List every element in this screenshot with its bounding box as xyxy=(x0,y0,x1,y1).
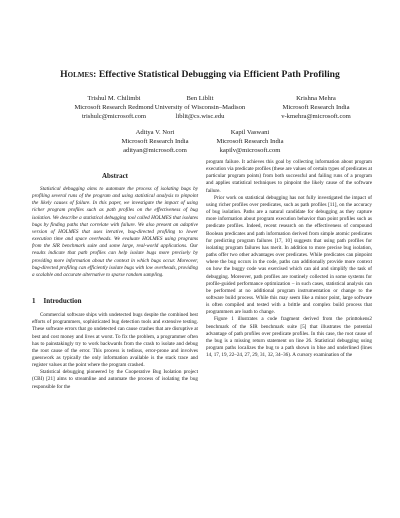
author-block xyxy=(100,129,210,155)
section-title: Introduction xyxy=(43,297,82,306)
body-paragraph: program failure. It achieves this goal by collecting information about program execution via predicate profiles (these are values of certain types of predicates at particular program points) from both successful and failing runs of a program and applies statistical techniques to pinpoint the likely cause of the software failure. xyxy=(206,159,372,194)
section-number: 1 xyxy=(32,297,36,306)
author-affiliation: Microsoft Research India xyxy=(216,137,284,145)
author-name: Ben Liblit xyxy=(186,95,214,102)
left-column xyxy=(32,172,198,391)
paper-title xyxy=(0,69,400,80)
title-tool-name: Holmes xyxy=(60,69,94,80)
author-block xyxy=(256,95,376,121)
author-email: v-kmehra@microsoft.com xyxy=(281,112,351,120)
right-column xyxy=(206,159,372,359)
author-name: Aditya V. Nori xyxy=(135,129,175,136)
section-heading xyxy=(32,297,198,305)
abstract-heading: Abstract xyxy=(101,172,129,180)
author-email: liblit@cs.wisc.edu xyxy=(175,112,225,120)
intro-paragraph: Statistical debugging pioneered by the Cooperative Bug Isolation project (CBI) [21] aims to streamline and automate the process of isolating the bug responsible for the xyxy=(32,369,198,390)
body-paragraph: Prior work on statistical debugging has not fully investigated the impact of using richer profiles over predicates, such as path profiles [11], on the accuracy of bug isolation. Paths are a natural candidate for debugging as they capture more information about program execution behavior than point profiles such as predicate profiles. Indeed, recent research on the effectiveness of compound Boolean predicates and path information derived from simple atomic predicates for predicting program failures [17, 10] suggests that using path profiles for isolating program failures has merit. In addition to more precise bug isolation, paths offer two other advantages over predicates. While predicates can pinpoint where the bug occurs in the code, paths can additionally provide more context on how the buggy code was exercised which can aid and simplify the task of debugging. Moreover, path profiles are routinely collected in some systems for profile-guided performance optimization – in such cases, statistical analysis can be performed at no additional program instrumentation or change to the software build process. While this may seem like a minor point, large software is often compiled and tested with a brittle and complex build process that programmers are loath to change. xyxy=(206,194,372,316)
abstract-text: Statistical debugging aims to automate the process of isolating bugs by profiling several runs of the program and using statistical analysis to pinpoint the likely causes of failure. In this paper, we investigate the impact of using richer program profiles such as path profiles on the effectiveness of bug isolation. We describe a statistical debugging tool called HOLMES that isolates bugs by finding paths that correlate with failure. We also present an adaptive version of HOLMES that uses iterative, bug-directed profiling to lower execution time and space overheads. We evaluate HOLMES using programs from the SIR benchmark suite and some large, real-world applications. Our results indicate that path profiles can help isolate bugs more precisely by providing more information about the context in which bugs occur. Moreover, bug-directed profiling can efficiently isolate bugs with low overheads, providing a scalable and accurate alternative to sparse random sampling. xyxy=(32,186,198,278)
author-name: Krishna Mehra xyxy=(296,95,336,102)
author-affiliation: Microsoft Research India xyxy=(121,137,189,145)
author-block xyxy=(195,129,305,155)
author-affiliation: Microsoft Research Redmond xyxy=(74,103,154,111)
author-email: adityan@microsoft.com xyxy=(123,146,187,154)
author-affiliation: Microsoft Research India xyxy=(282,103,350,111)
title-text: : Effective Statistical Debugging via Efficient Path Profiling xyxy=(93,69,340,80)
author-affiliation: University of Wisconsin–Madison xyxy=(154,103,246,111)
author-email: trishulc@microsoft.com xyxy=(81,112,147,120)
author-name: Kapil Vaswani xyxy=(230,129,270,136)
author-email: kapilv@microsoft.com xyxy=(219,146,281,154)
author-block xyxy=(145,95,255,121)
body-paragraph: Figure 1 illustrates a code fragment derived from the printtokens2 benchmark of the SIR benchmark suite [5] that illustrates the potential advantage of path profiles over predicate profiles. In this case, the root cause of the bug is a missing return statement on line 26. Statistical debugging using program paths localizes the bug to a path shown in blue and underlined (lines 14, 17, 19, 22–24, 27, 29, 31, 32, 34–36). A cursory examination of the xyxy=(206,316,372,359)
intro-paragraph: Commercial software ships with undetected bugs despite the combined best efforts of programmers, sophisticated bug detection tools and extensive testing. These software errors that go undetected can cause crashes that are disruptive at best and cost money and lives at worst. To fix the problem, a programmer often has to painstakingly try to work backwards from the crash to isolate and debug the root cause of the error. This process is tedious, error-prone and involves guesswork as typically the only information available is the stack trace and register values at the point where the program crashed. xyxy=(32,312,198,369)
author-name: Trishul M. Chilimbi xyxy=(87,95,141,102)
